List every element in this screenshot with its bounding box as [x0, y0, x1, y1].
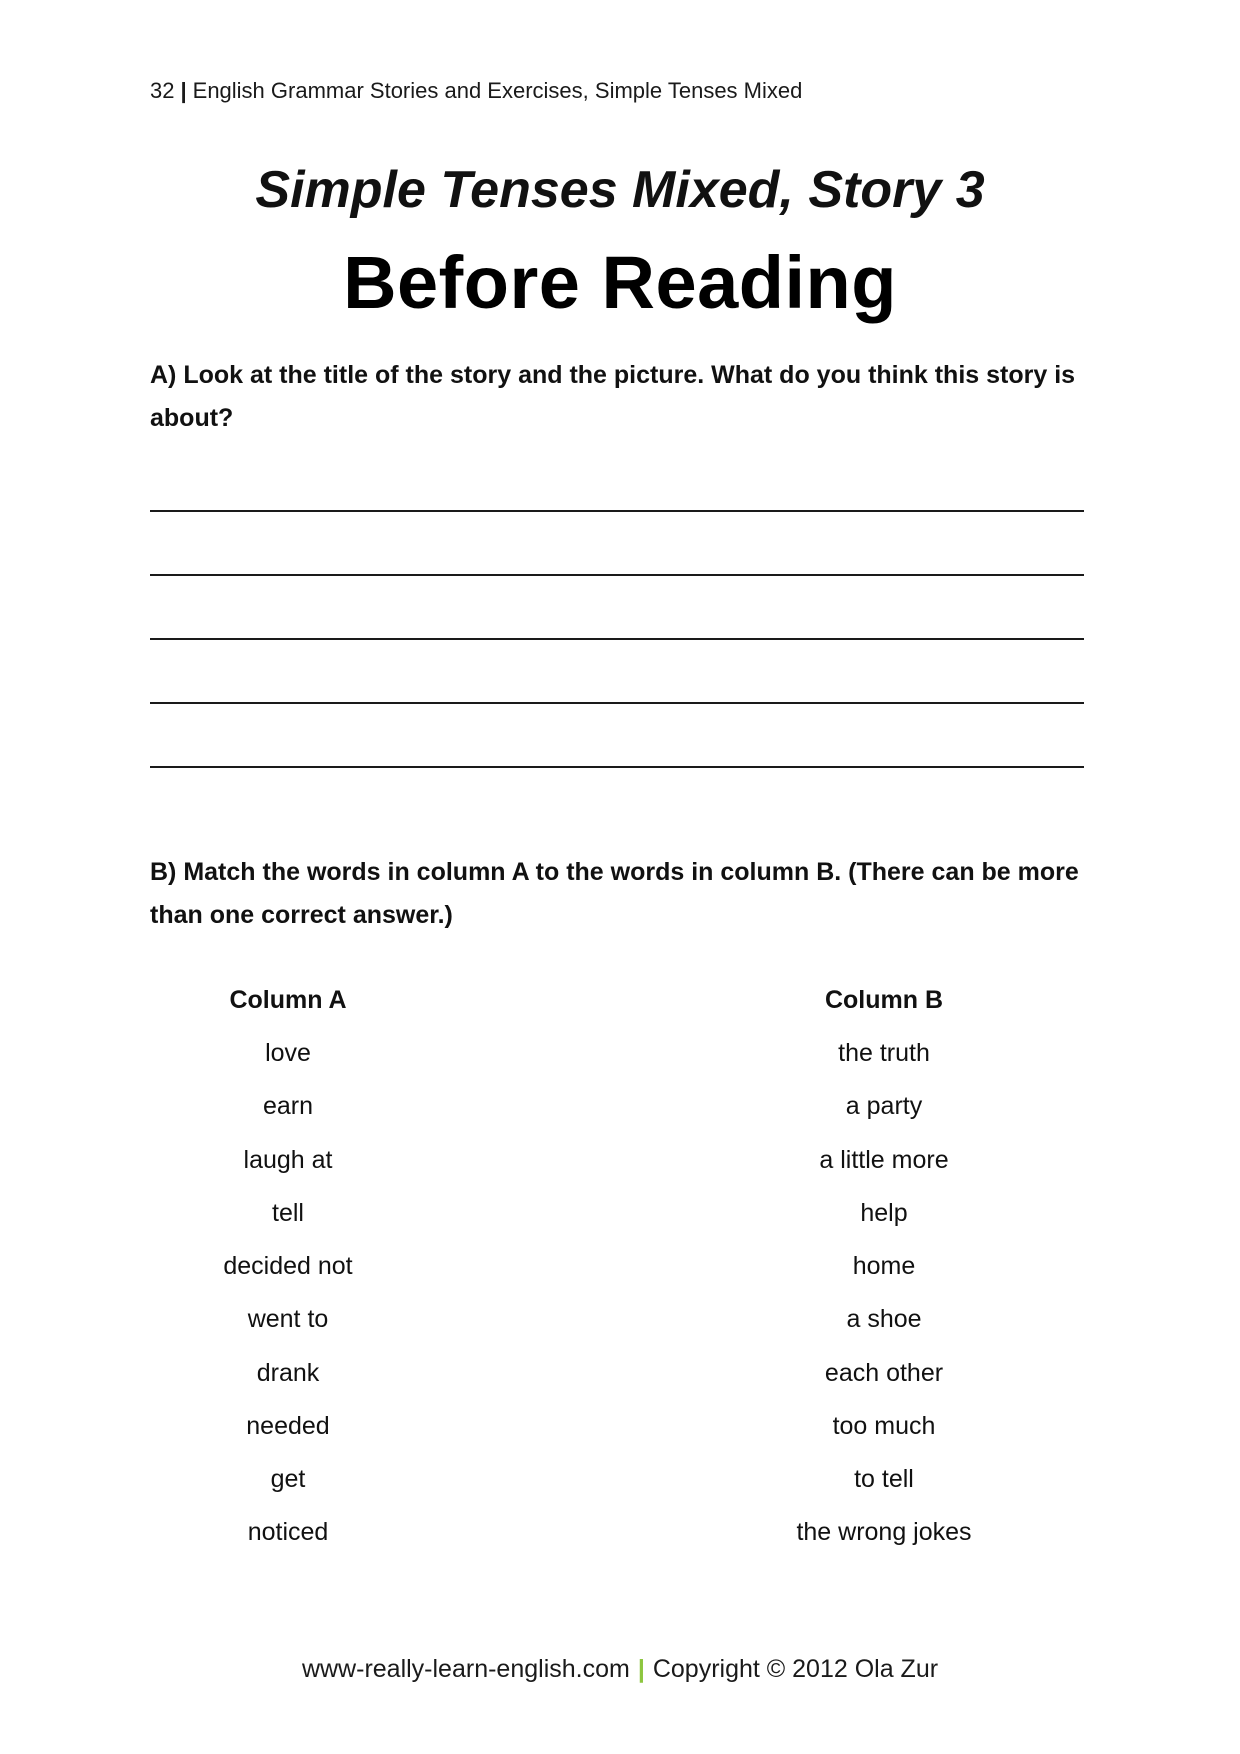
column-a-item: laugh at — [243, 1146, 333, 1174]
page-header — [150, 76, 802, 106]
column-b-item: the wrong jokes — [796, 1518, 972, 1546]
column-a-item: needed — [246, 1412, 330, 1440]
column-b-item: to tell — [854, 1465, 914, 1493]
column-b-item: a party — [845, 1092, 923, 1120]
answer-line[interactable] — [150, 510, 1084, 512]
column-b-header: Column B — [824, 986, 944, 1014]
column-a-item: went to — [247, 1305, 329, 1333]
answer-line[interactable] — [150, 638, 1084, 640]
answer-line[interactable] — [150, 766, 1084, 768]
column-a-item: tell — [272, 1199, 304, 1227]
question-b: B) Match the words in column A to the words in column B. (There can be more than one correct answer.) — [150, 858, 1079, 929]
page-footer — [0, 1651, 1240, 1687]
page-number: 32 — [150, 78, 175, 103]
column-b-item: the truth — [838, 1039, 930, 1067]
column-b-item: home — [852, 1252, 916, 1280]
column-a-item: earn — [262, 1092, 314, 1120]
footer-copyright: Copyright © 2012 Ola Zur — [652, 1655, 939, 1683]
question-a: A) Look at the title of the story and the picture. What do you think this story is about? — [150, 361, 1076, 432]
column-b-item: a shoe — [846, 1305, 922, 1333]
footer-website-link[interactable]: www-really-learn-english.com — [301, 1655, 630, 1683]
column-a-item: drank — [256, 1359, 320, 1387]
column-b-item: help — [860, 1199, 908, 1227]
column-a-item: get — [270, 1465, 306, 1493]
column-b-item: too much — [832, 1412, 936, 1440]
book-title: English Grammar Stories and Exercises, Simple Tenses Mixed — [192, 78, 803, 103]
column-b-item: a little more — [819, 1146, 949, 1174]
column-a-item: noticed — [247, 1518, 329, 1546]
answer-line[interactable] — [150, 702, 1084, 704]
footer-separator: | — [637, 1655, 645, 1683]
column-a-header: Column A — [229, 986, 347, 1014]
section-title: Before Reading — [343, 241, 897, 324]
header-separator: | — [180, 78, 187, 103]
story-title: Simple Tenses Mixed, Story 3 — [255, 161, 985, 219]
column-a-item: love — [265, 1039, 311, 1067]
column-a-item: decided not — [223, 1252, 353, 1280]
column-b-item: each other — [824, 1359, 944, 1387]
answer-line[interactable] — [150, 574, 1084, 576]
